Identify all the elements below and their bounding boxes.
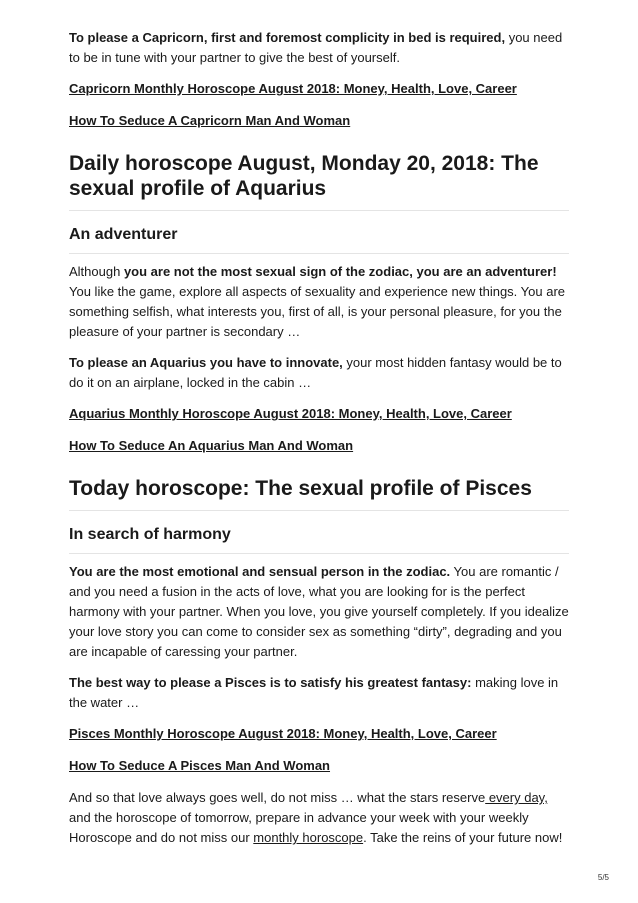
pisces-paragraph-2 xyxy=(69,673,569,713)
closing-text-3: . Take the reins of your future now! xyxy=(363,830,563,845)
aquarius-text-2: your most hidden fantasy would be to do it on an airplane, locked in the cabin … xyxy=(69,355,562,390)
capricorn-bold-text: To please a Capricorn, first and foremost complicity in bed is required, xyxy=(69,30,506,45)
pisces-bold-text: You are the most emotional and sensual person in the zodiac. xyxy=(69,564,451,579)
closing-text-2: and the horoscope of tomorrow, prepare in advance your week with your weekly Horoscope and do not miss our xyxy=(69,810,529,845)
capricorn-paragraph xyxy=(69,28,569,68)
every-day-link[interactable]: every day, xyxy=(485,790,548,805)
pisces-paragraph-1 xyxy=(69,562,569,662)
capricorn-monthly-para xyxy=(69,79,569,99)
pisces-text-2: making love in the water … xyxy=(69,675,559,710)
aquarius-monthly-para xyxy=(69,404,569,424)
capricorn-text: you need to be in tune with your partner to give the best of yourself. xyxy=(69,30,563,65)
capricorn-monthly-link[interactable]: Capricorn Monthly Horoscope August 2018: Money, Health, Love, Career xyxy=(69,81,517,96)
aquarius-text: You like the game, explore all aspects of sexuality and experience new things. You are something selfish, what interests you, first of all, is your personal pleasure, for you the pleasure of your partner is secondary … xyxy=(69,284,566,339)
pisces-seduce-para xyxy=(69,756,569,776)
aquarius-bold-text-2: To please an Aquarius you have to innovate, xyxy=(69,355,343,370)
pisces-seduce-link[interactable]: How To Seduce A Pisces Man And Woman xyxy=(69,758,331,773)
pisces-text: You are romantic / and you need a fusion in the acts of love, what you are looking for is the perfect harmony with your partner. When you love, you give yourself completely. If you idealize your love story you can come to consider sex as something “dirty”, degrading and you are incapable of caressing your partner. xyxy=(69,564,569,659)
aquarius-paragraph-1 xyxy=(69,262,569,342)
pisces-heading: Today horoscope: The sexual profile of Pisces xyxy=(69,476,569,511)
monthly-horoscope-link[interactable]: monthly horoscope xyxy=(253,830,364,845)
aquarius-text-start: Although xyxy=(69,264,124,279)
pisces-subheading: In search of harmony xyxy=(69,525,569,554)
closing-paragraph xyxy=(69,788,569,848)
pisces-monthly-para xyxy=(69,724,569,744)
capricorn-seduce-para xyxy=(69,111,569,131)
aquarius-subheading: An adventurer xyxy=(69,225,569,254)
closing-text-1: And so that love always goes well, do not miss … what the stars reserve xyxy=(69,790,486,805)
aquarius-bold-text: you are not the most sexual sign of the zodiac, you are an adventurer! xyxy=(123,264,557,279)
aquarius-paragraph-2 xyxy=(69,353,569,393)
pisces-bold-text-2: The best way to please a Pisces is to satisfy his greatest fantasy: xyxy=(69,675,472,690)
page-number: 5/5 xyxy=(597,873,609,882)
aquarius-monthly-link[interactable]: Aquarius Monthly Horoscope August 2018: Money, Health, Love, Career xyxy=(69,406,512,421)
aquarius-heading: Daily horoscope August, Monday 20, 2018: The sexual profile of Aquarius xyxy=(69,151,569,211)
document-page xyxy=(69,28,569,859)
aquarius-seduce-para xyxy=(69,436,569,456)
pisces-monthly-link[interactable]: Pisces Monthly Horoscope August 2018: Money, Health, Love, Career xyxy=(69,726,497,741)
capricorn-seduce-link[interactable]: How To Seduce A Capricorn Man And Woman xyxy=(69,113,351,128)
aquarius-seduce-link[interactable]: How To Seduce An Aquarius Man And Woman xyxy=(69,438,354,453)
